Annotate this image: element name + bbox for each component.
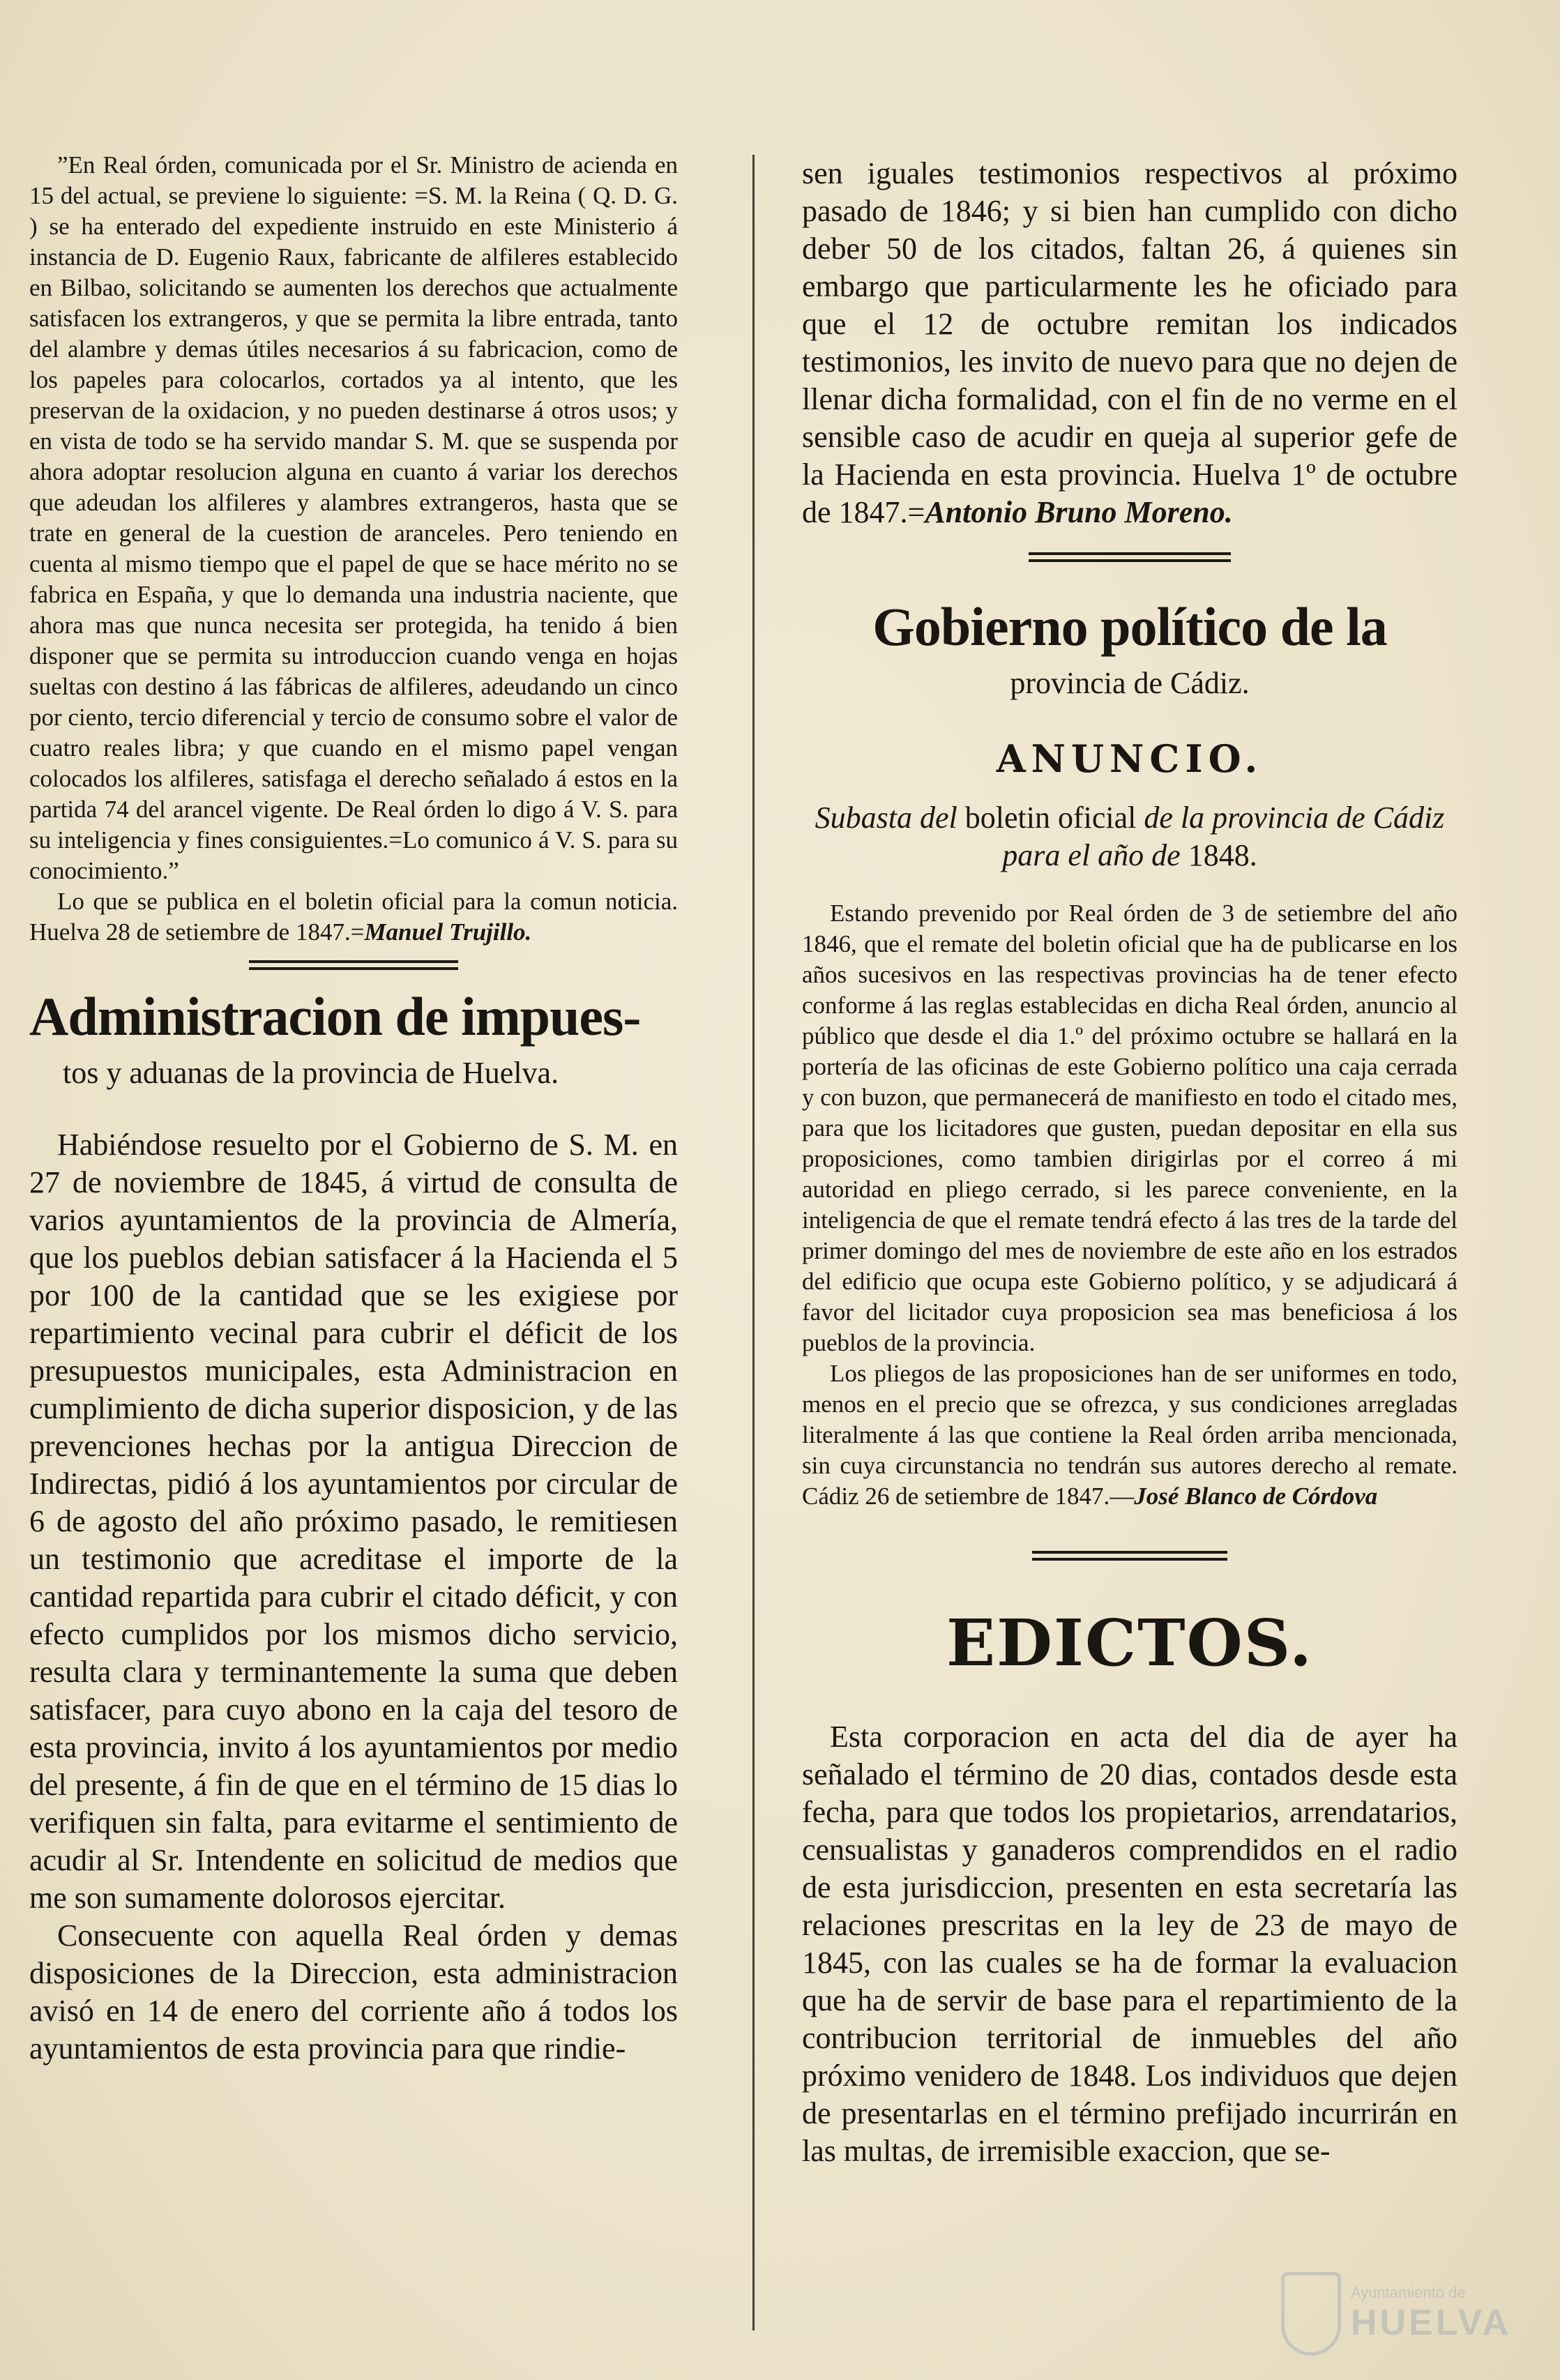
signature-manuel-trujillo: Manuel Trujillo. — [364, 918, 532, 946]
signature-antonio-bruno-moreno: Antonio Bruno Moreno. — [925, 495, 1233, 529]
subasta-title-part: de la provincia de Cádiz para el año de — [1002, 801, 1445, 872]
publication-note-text: Lo que se publica en el boletin oficial para la comun noticia. Huelva 28 de setiembre de 1847.= — [29, 888, 678, 946]
section-rule — [1029, 552, 1231, 562]
anuncio-heading: ANUNCIO. — [996, 736, 1264, 781]
continuation-paragraph — [802, 155, 1457, 531]
watermark-small-text: Ayuntamiento de — [1350, 2284, 1466, 2301]
administracion-paragraph-2: Consecuente con aquella Real órden y demas disposiciones de la Direccion, esta administracion avisó en 14 de enero del corriente año á todos los ayuntamientos de esta provincia para que rindie- — [29, 1918, 678, 2066]
left-column — [29, 150, 678, 2068]
royal-order-paragraph: ”En Real órden, comunicada por el Sr. Ministro de acienda en 15 del actual, se previene lo siguiente: =S. M. la Reina ( Q. D. G. ) se ha enterado del expediente instruido en este Ministerio á instancia de D. Eugenio Raux, fabricante de alfileres establecido en Bilbao, solicitando se aumenten los derechos que actualmente satisfacen los extrangeros, y que se permita la libre entrada, tanto del alambre y demas útiles necesarios á su fabricacion, como de los papeles para colocarlos, cortados ya al intento, que les preservan de la oxidacion, y no pueden destinarse á otros usos; y en vista de todo se ha servido mandar S. M. que se suspenda por ahora adoptar resolucion alguna en cuanto á variar los derechos que adeudan los alfileres y alambres extrangeros, hasta que se trate en general de la cuestion de aranceles. Pero teniendo en cuenta al mismo tiempo que el papel de que se hace mérito no se fabrica en España, y que lo demanda una industria naciente, que ahora mas que nunca necesita ser protegida, ha tenido á bien disponer que se permita su introduccion cuando venga en hojas sueltas con destino á las fábricas de alfileres, adeudando un cinco por ciento, tercio diferencial y tercio de consumo sobre el valor de cuatro reales libra; y que cuando en el mismo papel vengan colocados los alfileres, satisfaga el derecho señalado á estos en la partida 74 del arancel vigente. De Real órden lo digo á V. S. para su inteligencia y fines consiguientes.=Lo comunico á V. S. para su conocimiento.” — [29, 151, 678, 884]
administracion-paragraph-1: Habiéndose resuelto por el Gobierno de S. M. en 27 de noviembre de 1845, á virtud de consulta de varios ayuntamientos de la provincia de Almería, que los pueblos debian satisfacer á la Hacienda el 5 por 100 de la cantidad que se les exigiese por repartimiento vecinal para cubrir el déficit de los presupuestos municipales, esta Administracion en cumplimiento de dicha superior disposicion, y de las prevenciones hechas por la antigua Direccion de Indirectas, pidió á los ayuntamientos por circular de 6 de agosto del año próximo pasado, le remitiesen un testimonio que acreditase el importe de la cantidad repartida para cubrir el citado déficit, y con efecto cumplidos por los mismos dicho servicio, resulta clara y terminantemente la suma que deben satisfacer, para cuyo abono en la caja del tesoro de esta provincia, invito á los ayuntamientos por medio del presente, á fin de que en el término de 15 dias lo verifiquen sin falta, para evitarme el sentimiento de acudir al Sr. Intendente en solicitud de medios que me son sumamente dolorosos ejercitar. — [29, 1128, 678, 1915]
anuncio-paragraph-1: Estando prevenido por Real órden de 3 de setiembre del año 1846, que el remate del boletin oficial que ha de publicarse en los años sucesivos en las respectivas provincias ha de tener efecto conforme á las reglas establecidas en dicha Real órden, anuncio al público que desde el dia 1.º del próximo octubre se hallará en la portería de las oficinas de este Gobierno político una caja cerrada y con buzon, que permanecerá de manifiesto en todo el citado mes, para que los licitadores que gusten, puedan depositar en ella sus proposiciones, como tambien dirigirlas por el correo á mi autoridad en pliego cerrado, si les parece conveniente, en la inteligencia de que el remate tendrá efecto á las tres de la tarde del primer domingo del mes de noviembre de este año en los estrados del edificio que ocupa este Gobierno político, y se adjudicará á favor del licitador cuya proposicion sea mas beneficiosa á los pueblos de la provincia. — [802, 900, 1457, 1356]
continuation-text: sen iguales testimonios respectivos al próximo pasado de 1846; y si bien han cumplido con dicho deber 50 de los citados, faltan 26, á quienes sin embargo que particularmente les he oficiado para que el 12 de octubre remitan los indicados testimonios, les invito de nuevo para que no dejen de llenar dicha formalidad, con el fin de no verme en el sensible caso de acudir en queja al superior gefe de la Hacienda en esta provincia. Huelva 1º de octubre de 1847.= — [802, 156, 1457, 529]
section-subheading-huelva: tos y aduanas de la provincia de Huelva. — [63, 1056, 559, 1090]
edictos-paragraph: Esta corporacion en acta del dia de ayer ha señalado el término de 20 dias, contados desde esta fecha, para que todos los propietarios, arrendatarios, censualistas y ganaderos comprendidos en el radio de esta jurisdiccion, presenten en esta secretaría las relaciones prescritas en la ley de 23 de mayo de 1845, con las cuales se ha de formar la evaluacion que ha de servir de base para el repartimiento de la contribucion territorial de inmuebles del año próximo venidero de 1848. Los individuos que dejen de presentarlas en el término prefijado incurrirán en las multas, de irremisible exaccion, que se- — [802, 1720, 1457, 2168]
section-rule — [1032, 1551, 1227, 1561]
subasta-title-part: 1848. — [1180, 838, 1257, 872]
section-subheading-cadiz: provincia de Cádiz. — [1010, 666, 1250, 700]
signature-jose-blanco: José Blanco de Córdova — [1134, 1483, 1378, 1510]
anuncio-paragraph-2 — [802, 1358, 1457, 1512]
right-column — [802, 155, 1457, 2170]
publication-note — [29, 886, 678, 948]
archive-watermark — [1281, 2268, 1511, 2359]
section-heading-administracion: Administracion de impues- — [29, 986, 641, 1047]
section-rule — [249, 960, 458, 970]
edictos-heading: EDICTOS. — [946, 1605, 1313, 1681]
subasta-title — [802, 799, 1457, 874]
shield-icon — [1281, 2272, 1341, 2356]
watermark-text — [1351, 2284, 1511, 2344]
subasta-title-part: boletin oficial — [957, 801, 1144, 835]
anuncio-paragraph-2-text: Los pliegos de las proposiciones han de ser uniformes en todo, menos en el precio que se ofrezca, y sus condiciones arregladas literalmente á las que contiene la Real órden arriba mencionada, sin cuya circunstancia no tendrán sus autores derecho al remate. Cádiz 26 de setiembre de 1847.— — [802, 1360, 1457, 1510]
section-heading-gobierno: Gobierno político de la — [872, 596, 1387, 657]
column-divider — [752, 155, 755, 2330]
watermark-big-text: HUELVA — [1350, 2303, 1511, 2343]
subasta-title-part: Subasta del — [815, 801, 957, 835]
